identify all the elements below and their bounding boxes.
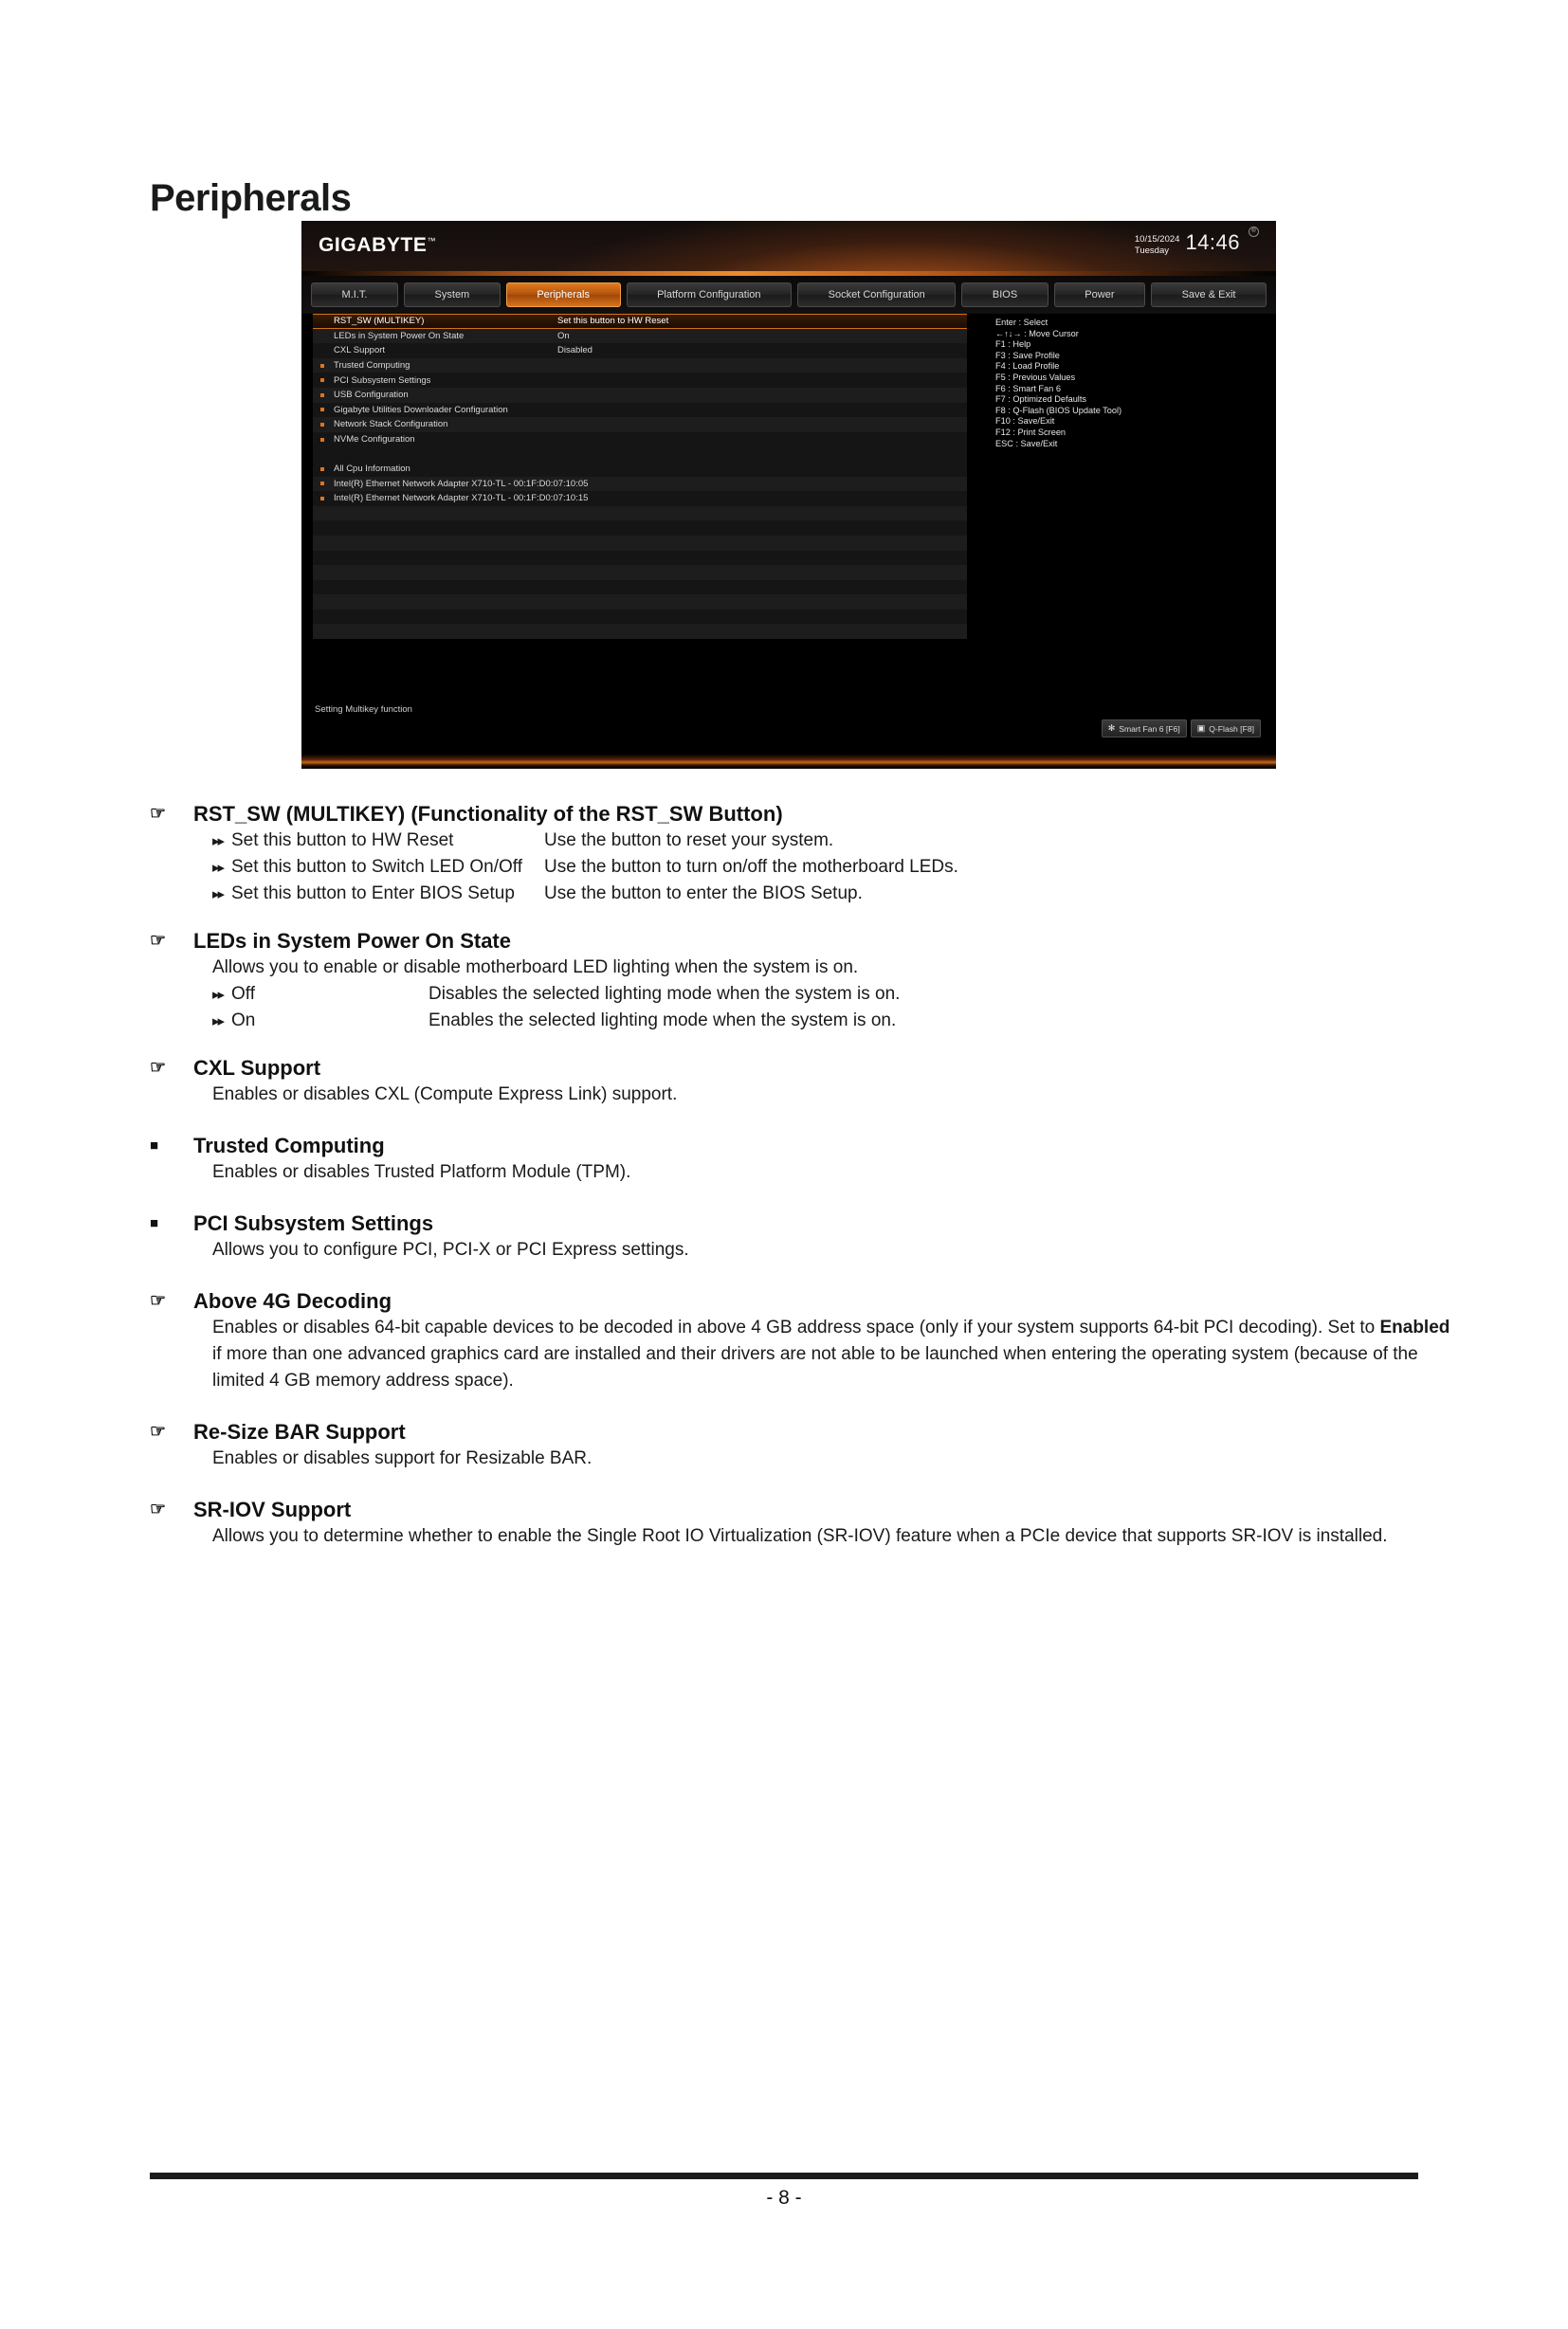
bios-help-key: F6 : Smart Fan 6 [995,383,1061,393]
bios-empty-row [313,565,967,580]
bios-bottom-glow [301,744,1276,769]
bios-status-text: Setting Multikey function [315,704,412,715]
bios-top-bar [301,221,1276,276]
gigabyte-logo [319,234,436,257]
bios-clock [1135,231,1240,257]
option-row [212,881,1568,907]
section-description: Allows you to determine whether to enable the Single Root IO Virtualization (SR-IOV) feature when a PCIe device that supports SR-IOV is installed. [212,1526,1388,1546]
option-description: Enables the selected lighting mode when the system is on. [428,1010,897,1030]
setting-description-section [0,1497,1568,1550]
submenu-bullet-icon [320,497,324,500]
bios-setting-label: Intel(R) Ethernet Network Adapter X710-TL - 00:1F:D0:07:10:15 [334,493,589,504]
bios-empty-row [313,610,967,625]
bios-setting-value[interactable]: Disabled [557,345,593,356]
bios-empty-row [313,536,967,551]
option-name: Off [231,984,255,1004]
page-number: - 8 - [766,2187,802,2209]
option-row [212,1008,1568,1034]
section-heading [150,1210,1568,1237]
fan-icon: ✻ [1107,723,1116,733]
option-name: Set this button to HW Reset [231,830,454,850]
setting-description-section [0,928,1568,1034]
submenu-bullet-icon [320,467,324,471]
double-arrow-icon: ▸▸ [212,886,224,902]
bios-help-key: F1 : Help [995,339,1031,350]
bios-empty-row [313,580,967,595]
section-description: Enables or disables 64-bit capable devices to be decoded in above 4 GB address space (only if your system supports 64-bit PCI decoding). Set to Enabled if more than one advanced graphics card are installed and their drivers are not able to be launched when entering the operating system (because of the limited 4 GB memory address space). [212,1318,1450,1391]
bios-setting-row[interactable] [313,462,967,477]
bios-help-key: ←↑↓→ : Move Cursor [995,328,1079,338]
bios-hotkey-button[interactable] [1191,719,1261,737]
bios-setting-value[interactable]: On [557,330,570,341]
submenu-bullet-icon [320,482,324,485]
option-description: Use the button to turn on/off the motherboard LEDs. [544,857,958,877]
bios-hotkey-label: Q-Flash [F8] [1209,723,1254,734]
setting-description-section [0,1133,1568,1186]
setting-description-section [0,1055,1568,1108]
bios-help-key: F4 : Load Profile [995,361,1060,372]
bios-help-key: F3 : Save Profile [995,350,1060,360]
bios-setting-row[interactable] [313,417,967,432]
bios-empty-row [313,594,967,610]
double-arrow-icon: ▸▸ [212,860,224,876]
bios-help-pane [982,314,1267,449]
bios-help-key: ESC : Save/Exit [995,438,1058,448]
bios-empty-row [313,551,967,566]
bios-help-key: Enter : Select [995,318,1048,327]
bios-tab-peripherals[interactable]: Peripherals [506,282,621,307]
bios-setting-label: PCI Subsystem Settings [334,374,431,386]
submenu-bullet-icon [320,364,324,368]
section-title: PCI Subsystem Settings [193,1211,434,1235]
brand-text: GIGABYTE [319,234,428,256]
bios-hotkey-buttons [1102,719,1261,737]
bios-setting-row[interactable] [313,477,967,492]
double-arrow-icon: ▸▸ [212,833,224,849]
bios-screenshot-figure [301,221,1276,769]
bios-setting-label: Gigabyte Utilities Downloader Configuration [334,404,508,415]
bios-help-key: F7 : Optimized Defaults [995,394,1086,405]
bios-empty-row [313,506,967,521]
bios-empty-row [313,520,967,536]
bios-setting-row[interactable] [313,388,967,403]
option-row [212,854,1568,881]
pointing-hand-icon: ☞ [150,1500,167,1519]
bios-help-key: F8 : Q-Flash (BIOS Update Tool) [995,405,1122,415]
double-arrow-icon: ▸▸ [212,1013,224,1029]
bios-setting-row[interactable] [313,491,967,506]
section-heading [150,1419,1568,1446]
bios-empty-row [313,446,967,462]
submenu-bullet-icon [320,378,324,382]
bios-setting-row[interactable] [313,329,967,344]
section-description: Enables or disables support for Resizable BAR. [212,1448,593,1468]
clock-time: 14:46 [1185,230,1240,254]
submenu-bullet-icon [320,393,324,397]
submenu-bullet-icon [320,423,324,427]
setting-description-section [0,1288,1568,1394]
bios-tab-system[interactable]: System [404,282,501,307]
pointing-hand-icon: ☞ [150,1058,167,1078]
section-title: Trusted Computing [193,1134,385,1157]
pointing-hand-icon: ☞ [150,1422,167,1442]
bios-setting-row[interactable] [313,343,967,358]
submenu-bullet-icon [320,438,324,442]
option-row [212,981,1568,1008]
bios-tab-socket-configuration[interactable]: Socket Configuration [797,282,956,307]
bios-setting-label: All Cpu Information [334,464,410,475]
option-description: Use the button to enter the BIOS Setup. [544,883,863,903]
section-description: Enables or disables CXL (Compute Express Link) support. [212,1084,678,1104]
bios-tab-power[interactable]: Power [1054,282,1145,307]
bios-setting-label: Trusted Computing [334,360,410,372]
bios-setting-row[interactable] [313,314,967,329]
bios-tab-platform-configuration[interactable]: Platform Configuration [627,282,793,307]
section-description: Enables or disables Trusted Platform Module (TPM). [212,1162,631,1182]
option-description: Use the button to reset your system. [544,830,834,850]
option-name: Set this button to Switch LED On/Off [231,857,522,877]
section-heading [150,1055,1568,1082]
section-heading [150,1133,1568,1159]
bios-tab-save-exit[interactable]: Save & Exit [1151,282,1267,307]
bios-setting-row[interactable] [313,358,967,373]
section-title: LEDs in System Power On State [193,929,511,953]
square-bullet-icon: ■ [150,1215,159,1231]
submenu-bullet-icon [320,408,324,411]
bios-hotkey-button[interactable] [1102,719,1187,737]
pointing-hand-icon: ☞ [150,1291,167,1311]
footer-divider [150,2173,1418,2179]
bios-settings-list [313,314,967,639]
page-title: Peripherals [150,176,352,219]
settings-descriptions [0,801,1568,1574]
bios-setting-label: Intel(R) Ethernet Network Adapter X710-TL - 00:1F:D0:07:10:05 [334,478,589,489]
bios-setting-row[interactable] [313,432,967,447]
bios-tab-m-i-t[interactable]: M.I.T. [311,282,398,307]
section-title: Re-Size BAR Support [193,1420,406,1444]
double-arrow-icon: ▸▸ [212,987,224,1003]
bios-setting-label: CXL Support [334,345,386,356]
bios-setting-label: RST_SW (MULTIKEY) [334,316,425,327]
bios-setting-row[interactable] [313,403,967,418]
section-title: SR-IOV Support [193,1498,352,1521]
section-heading [150,928,1568,955]
section-title: CXL Support [193,1056,321,1080]
clock-date: 10/15/2024 [1134,234,1180,245]
bios-help-key: F5 : Previous Values [995,372,1076,382]
bios-setting-label: NVMe Configuration [334,434,415,446]
option-description: Disables the selected lighting mode when the system is on. [428,984,901,1004]
square-bullet-icon: ■ [150,1137,159,1154]
bios-tab-bar [301,276,1276,314]
option-name: Set this button to Enter BIOS Setup [231,883,515,903]
flash-icon: ▣ [1196,723,1206,733]
option-name: On [231,1010,256,1030]
bios-setting-label: Network Stack Configuration [334,419,448,430]
section-title: Above 4G Decoding [193,1289,392,1313]
section-title: RST_SW (MULTIKEY) (Functionality of the RST_SW Button) [193,802,783,826]
setting-description-section [0,1210,1568,1264]
bios-help-key: F12 : Print Screen [995,427,1067,437]
clock-date-block [1135,231,1180,257]
bios-setting-label: LEDs in System Power On State [334,330,465,341]
bios-setting-row[interactable] [313,373,967,388]
bios-setting-label: USB Configuration [334,390,409,401]
pointing-hand-icon: ☞ [150,804,167,824]
trademark-icon: ™ [427,236,437,246]
section-heading [150,1288,1568,1315]
registered-mark-icon: ® [1249,227,1259,237]
bios-empty-row [313,624,967,639]
section-description: Allows you to enable or disable motherboard LED lighting when the system is on. [212,957,859,977]
section-heading [150,801,1568,828]
bios-content-area [301,314,1276,695]
pointing-hand-icon: ☞ [150,931,167,951]
section-description: Allows you to configure PCI, PCI-X or PCI Express settings. [212,1240,689,1260]
setting-description-section [0,801,1568,907]
section-heading [150,1497,1568,1523]
bios-bottom-bar [301,695,1276,769]
bios-setting-value[interactable]: Set this button to HW Reset [557,316,669,327]
bios-tab-bios[interactable]: BIOS [961,282,1048,307]
clock-weekday: Tuesday [1134,246,1169,256]
setting-description-section [0,1419,1568,1472]
option-row [212,828,1568,854]
bios-help-key: F10 : Save/Exit [995,416,1055,427]
bios-hotkey-label: Smart Fan 6 [F6] [1119,723,1180,734]
